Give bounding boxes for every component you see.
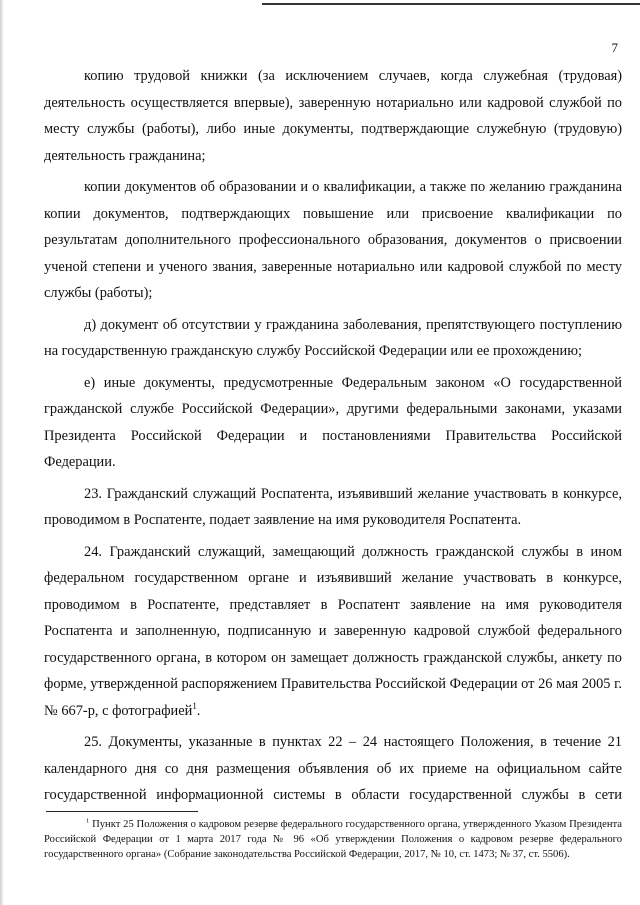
paragraph-24-text: 24. Гражданский служащий, замещающий должность гражданской службы в ином федеральном государственном органе и изъявивший желание участвовать в конкурсе, проводимом в Роспатенте, представляет в Роспатент заявление на имя руководителя Роспатента и заполненную, подписанную и заверенную кадровой службой федерального государственного органа, в котором он замещает должность гражданской службы, анкету по форме, утвержденной распоряжением Правительства Российской Федерации от 26 мая 2005 г. № 667-р, с фотографией [44,543,622,719]
paragraph-25: 25. Документы, указанные в пунктах 22 – 24 настоящего Положения, в течение 21 календарного дня со дня размещения объявления об их приеме на официальном сайте государственной информационной системы в области государственной службы в сети [44,734,622,803]
footnote-text: Пункт 25 Положения о кадровом резерве федерального государственного органа, утвержденного Указом Президента Российской Федерации от 1 марта 2017 года № 96 «Об утверждении Положения о кадровом резерве федерального государственного органа» (Собрание законодательства Российской Федерации, 2017, № 10, ст. 1473; № 37, ст. 5506). [44,819,622,860]
footnote-reference[interactable]: 1 [192,700,197,711]
paragraph-education-docs: копии документов об образовании и о квалификации, а также по желанию гражданина копии документов, подтверждающих повышение или присвоение квалификации по результатам дополнительного профессионального образования, документов о присвоении ученой степени и ученого звания, заверенные нотариально или кадровой службой по месту службы (работы); [44,179,622,301]
scan-edge-shadow [0,0,4,905]
footnote-mark: 1 [86,817,90,825]
paragraph-24 [44,539,622,725]
page-number: 7 [611,40,618,55]
paragraph-item-e: е) иные документы, предусмотренные Федеральным законом «О государственной гражданской службе Российской Федерации», другими федеральными законами, указами Президента Российской Федерации и постановлениями Правительства Российской Федерации. [44,374,622,470]
document-body [44,63,622,809]
footnote [44,818,622,862]
paragraph-item-d: д) документ об отсутствии у гражданина заболевания, препятствующего поступлению на государственную гражданскую службу Российской Федерации или ее прохождению; [44,316,622,359]
paragraph-23: 23. Гражданский служащий Роспатента, изъявивший желание участвовать в конкурсе, проводимом в Роспатенте, подает заявление на имя руководителя Роспатента. [44,485,622,528]
paragraph-24-end: . [196,702,201,719]
paragraph-work-record: копию трудовой книжки (за исключением случаев, когда служебная (трудовая) деятельность осуществляется впервые), заверенную нотариально или кадровой службой по месту службы (работы), либо иные документы, подтверждающие служебную (трудовую) деятельность гражданина; [44,68,622,164]
top-rule [262,3,640,5]
footnote-separator [46,811,198,812]
